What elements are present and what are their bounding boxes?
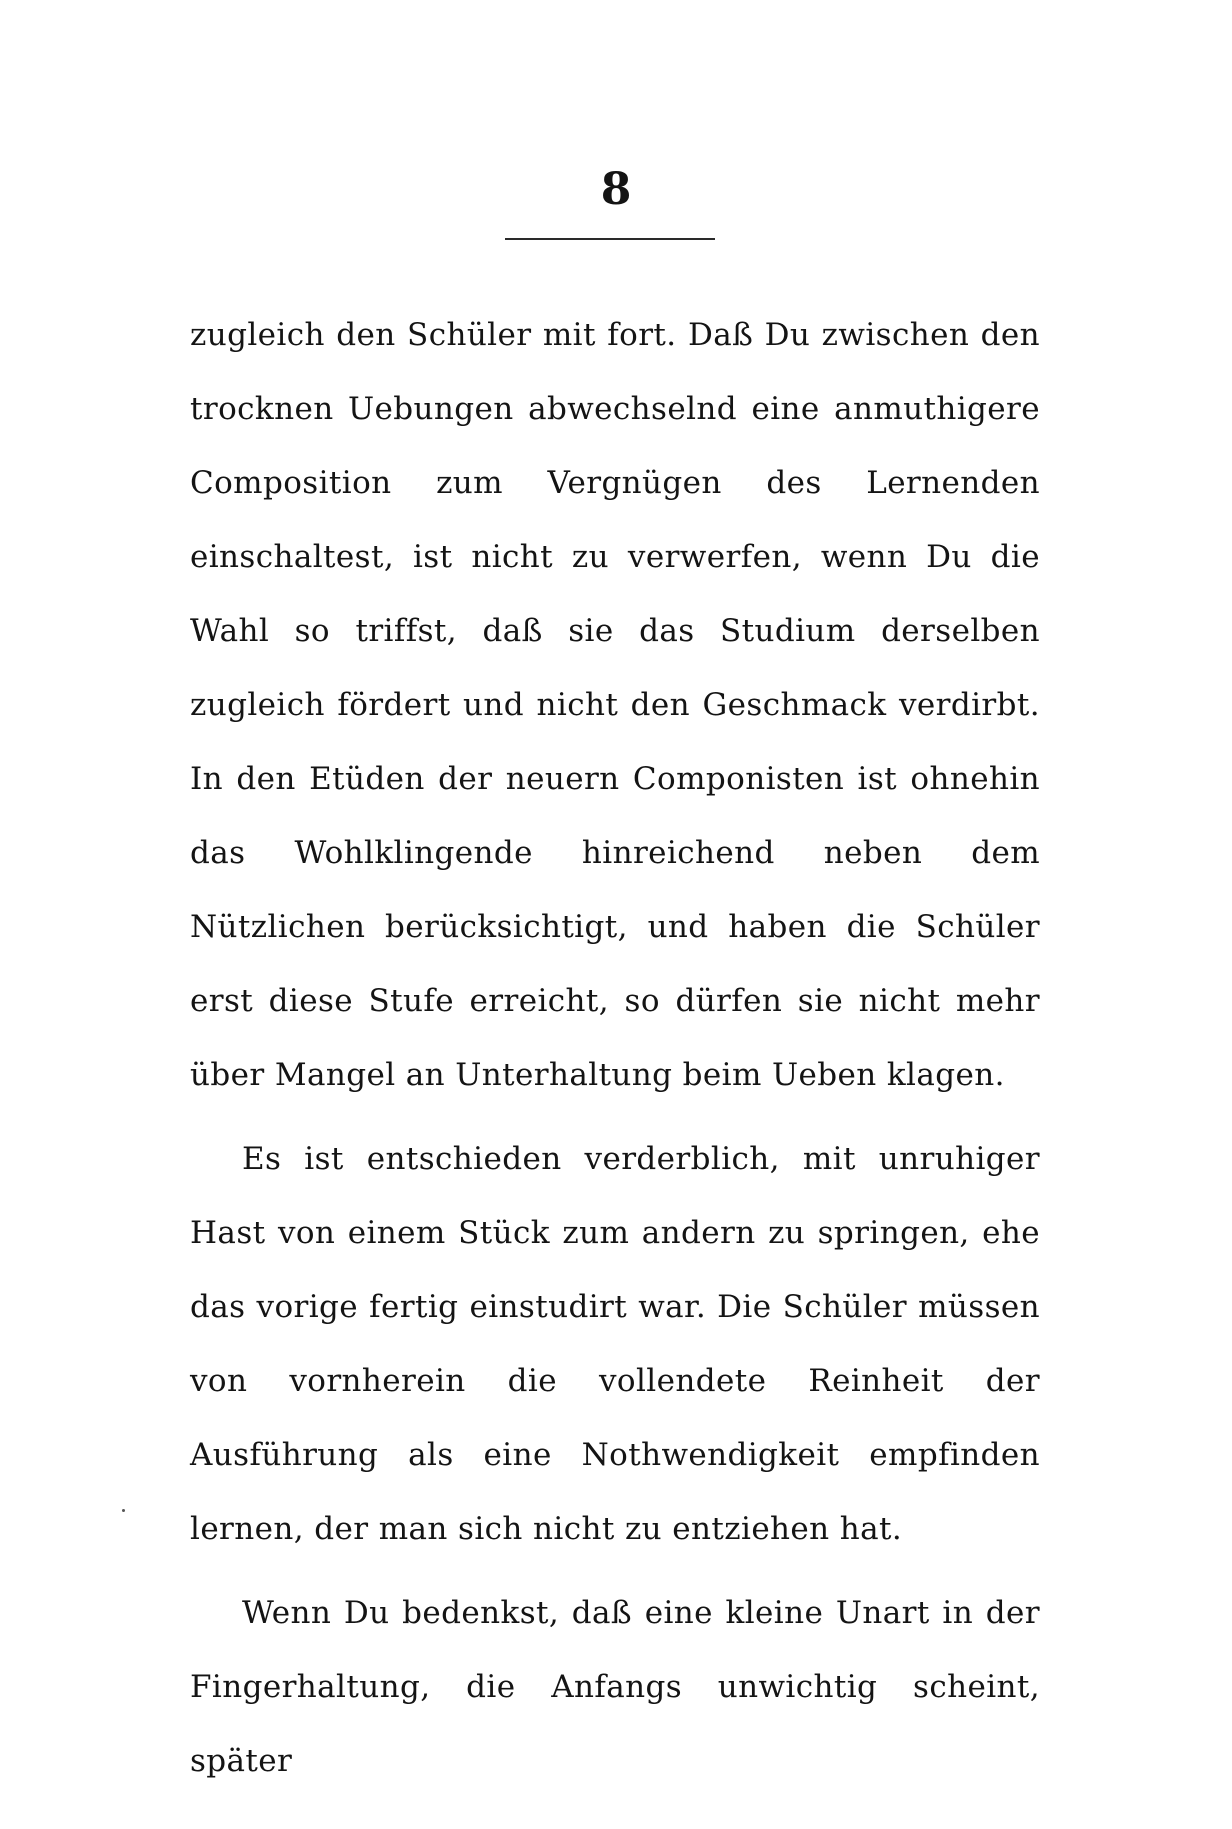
stray-ink-mark: [122, 1509, 125, 1512]
body-text: [190, 298, 1040, 1798]
paragraph-spacer: [190, 1566, 1040, 1576]
paragraph-3: Wenn Du bedenkst, daß eine kleine Unart in der Fingerhaltung, die Anfangs unwichtig scheint, später: [190, 1595, 1040, 1779]
paragraph-1: zugleich den Schüler mit fort. Daß Du zwischen den trocknen Uebungen abwechselnd eine anmuthigere Composition zum Vergnügen des Lernenden einschaltest, ist nicht zu verwerfen, wenn Du die Wahl so triffst, daß sie das Studium derselben zugleich fördert und nicht den Geschmack verdirbt. In den Etüden der neuern Componisten ist ohnehin das Wohlklingende hinreichend neben dem Nützlichen berücksichtigt, und haben die Schüler erst diese Stufe erreicht, so dürfen sie nicht mehr über Mangel an Unterhaltung beim Ueben klagen.: [190, 317, 1040, 1093]
header-rule: [505, 238, 715, 240]
paragraph-spacer: [190, 1112, 1040, 1122]
paragraph-2: Es ist entschieden verderblich, mit unruhiger Hast von einem Stück zum andern zu springen, ehe das vorige fertig einstudirt war. Die Schüler müssen von vornherein die vollendete Reinheit der Ausführung als eine Nothwendigkeit empfinden lernen, der man sich nicht zu entziehen hat.: [190, 1141, 1040, 1547]
page-number: 8: [600, 164, 632, 215]
